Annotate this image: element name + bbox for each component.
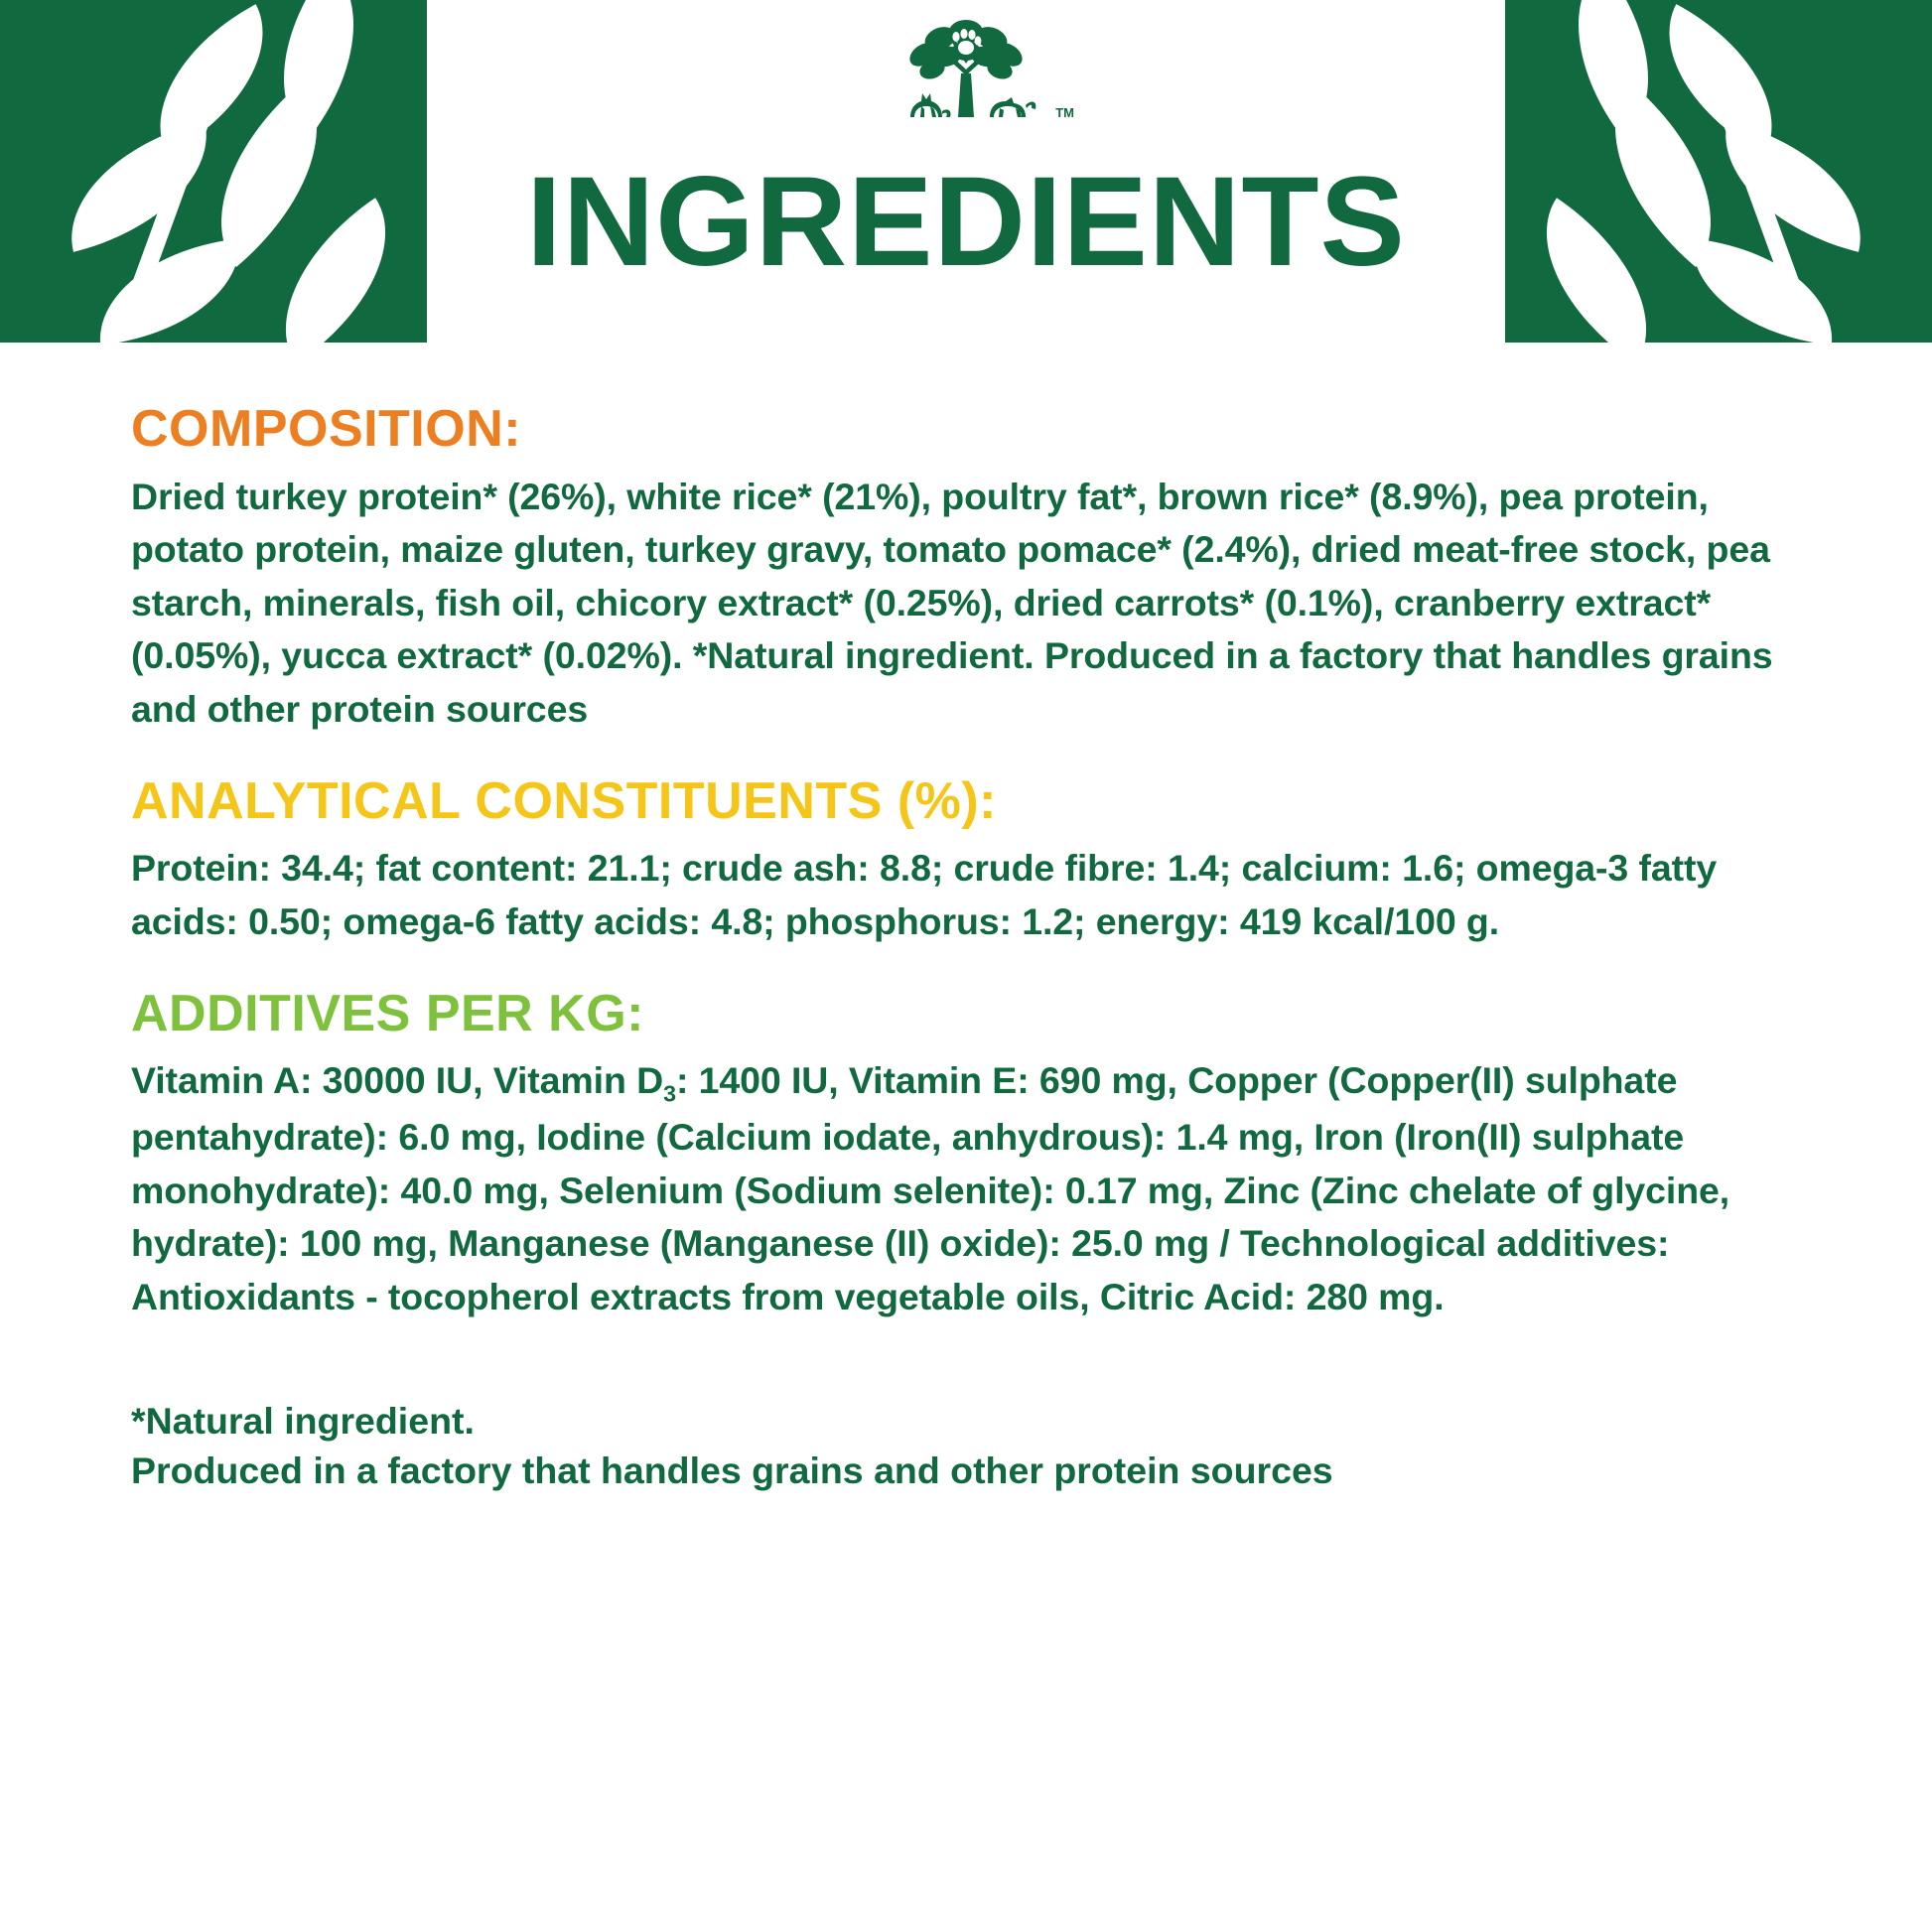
composition-heading: COMPOSITION: xyxy=(131,400,522,458)
footnote-line-1: *Natural ingredient. xyxy=(131,1400,475,1443)
tree-with-cat-and-dog-logo-icon xyxy=(867,14,1065,138)
vitamin-d3-subscript: 3 xyxy=(663,1080,676,1107)
footnote-line-2: Produced in a factory that handles grains and other protein sources xyxy=(131,1449,1333,1491)
page-title: INGREDIENTS xyxy=(526,151,1406,293)
page-header xyxy=(0,0,1932,343)
analytical-constituents-heading: ANALYTICAL CONSTITUENTS (%): xyxy=(131,771,997,830)
section-additives xyxy=(131,984,1801,1324)
additives-text-part2: : 1400 IU, Vitamin E: 690 mg, Copper (Copper(II) sulphate pentahydrate): 6.0 mg, Iodine (Calcium iodate, anhydrous): 1.4 mg, Iron (Iron(II) sulphate monohydrate): 40.0 mg, Selenium (Sodium selenite): 0.17 mg, Zinc (Zinc chelate of glycine, hydrate): 100 mg, Manganese (Manganese (II) oxide): 25.0 mg / Technological additives: Antioxidants - tocopherol extracts from vegetable oils, Citric Acid: 280 mg. xyxy=(131,1059,1730,1317)
brand-logo xyxy=(852,14,1080,143)
section-analytical-constituents xyxy=(131,771,1801,949)
section-composition xyxy=(131,402,1801,737)
footnote xyxy=(131,1397,1801,1495)
analytical-constituents-text: Protein: 34.4; fat content: 21.1; crude ash: 8.8; crude fibre: 1.4; calcium: 1.6; omega-3 fatty acids: 0.50; omega-6 fatty acids: 4.8; phosphorus: 1.2; energy: 419 kcal/100 g. xyxy=(131,847,1718,942)
trademark-symbol: TM xyxy=(1055,105,1074,120)
composition-text: Dried turkey protein* (26%), white rice* (21%), poultry fat*, brown rice* (8.9%), pea protein, potato protein, maize gluten, turkey gravy, tomato pomace* (2.4%), dried meat-free stock, pea starch, minerals, fish oil, chicory extract* (0.25%), dried carrots* (0.1%), cranberry extract* (0.05%), yucca extract* (0.02%). *Natural ingredient. Produced in a factory that handles grains and other protein sources xyxy=(131,475,1773,731)
additives-text xyxy=(131,1054,1801,1323)
ingredients-content xyxy=(0,343,1932,1495)
additives-heading: ADDITIVES PER KG: xyxy=(131,984,644,1042)
additives-text-part1: Vitamin A: 30000 IU, Vitamin D xyxy=(131,1059,664,1102)
